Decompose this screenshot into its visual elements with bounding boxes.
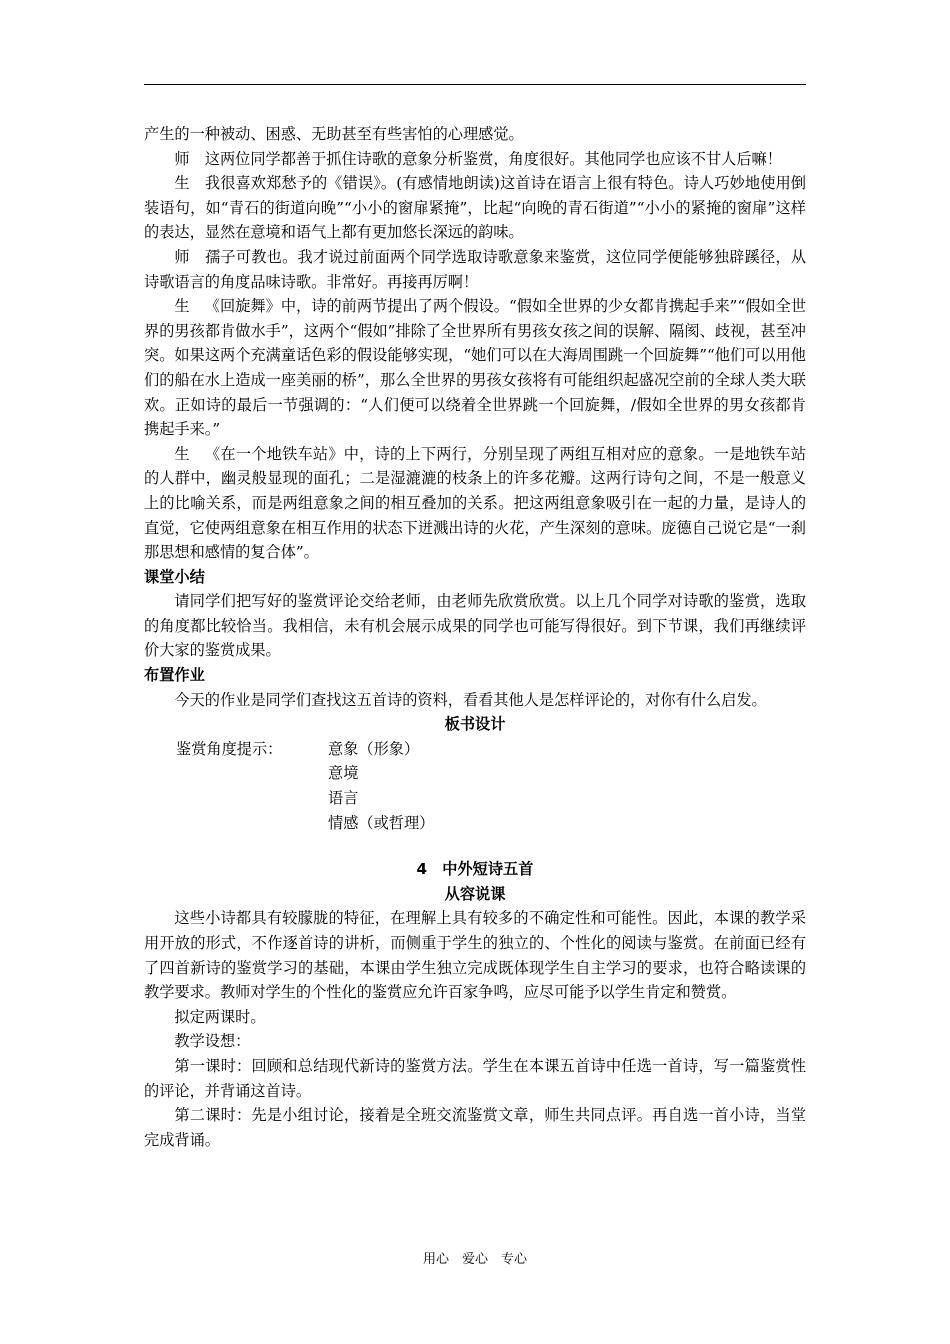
lesson-design-label: 教学设想： (174, 1032, 251, 1051)
dialogue-text: 《回旋舞》中，诗的前两节提出了两个假设。“假如全世界的少女都肯携起手来”“假如全世界的男孩都肯做水手”，这两个“假如”排除了全世界所有男孩女孩之间的误解、隔阂、歧视，甚至冲突。如果这两个充满童话色彩的假设能够实现，“她们可以在大海周围跳一个回旋舞”“他们可以用他们的船在水上造成一座美丽的桥”，那么全世界的男孩女孩将有可能组织起盛况空前的全球人类大联欢。正如诗的最后一节强调的：“人们便可以绕着全世界跳一个回旋舞，/假如全世界的男女孩都肯携起手来。” (144, 297, 807, 439)
dialogue-text: 孺子可教也。我才说过前面两个同学选取诗歌意象来鉴赏，这位同学便能够独辟蹊径，从诗歌语言的角度品味诗歌。非常好。再接再厉啊！ (144, 247, 807, 291)
speaker-label: 师 (174, 247, 190, 266)
dialogue-teacher (144, 245, 806, 294)
document-body (144, 122, 806, 1152)
homework-heading: 布置作业 (144, 666, 205, 685)
board-row (144, 811, 806, 836)
dialogue-text: 这两位同学都善于抓住诗歌的意象分析鉴赏，角度很好。其他同学也应该不甘人后嘛！ (204, 149, 782, 168)
speaker-label: 生 (174, 297, 190, 316)
paragraph-continuation: 产生的一种被动、困惑、无助甚至有些害怕的心理感觉。 (144, 125, 524, 143)
lesson-second-period: 第二课时：先是小组讨论，接着是全班交流鉴赏文章，师生共同点评。再自选一首小诗，当堂完成背诵。 (144, 1106, 806, 1149)
dialogue-text: 《在一个地铁车站》中，诗的上下两行，分别呈现了两组互相对应的意象。一是地铁车站的人群中，幽灵般显现的面孔；二是湿漉漉的枝条上的许多花瓣。这两行诗句之间，不是一般意义上的比喻关系，而是两组意象之间的相互叠加的关系。把这两组意象吸引在一起的力量，是诗人的直觉，它使两组意象在相互作用的状态下迸溅出诗的火花，产生深刻的意味。庞德自己说它是“一刹那思想和感情的复合体”。 (144, 444, 807, 562)
board-label: 鉴赏角度提示： (176, 739, 283, 758)
page-footer: 用心 爱心 专心 (422, 1252, 527, 1267)
speaker-label: 生 (174, 174, 190, 193)
board-row (144, 761, 806, 786)
board-row (144, 737, 806, 762)
board-item: 情感（或哲理） (328, 813, 435, 832)
header-rule (144, 84, 806, 85)
dialogue-student (144, 171, 806, 245)
lesson-periods: 拟定两课时。 (174, 1007, 266, 1026)
dialogue-student (144, 294, 806, 442)
lesson-title: 4 中外短诗五首 (416, 860, 534, 879)
dialogue-teacher (144, 147, 806, 172)
dialogue-student (144, 442, 806, 565)
summary-heading: 课堂小结 (144, 567, 205, 586)
board-heading: 板书设计 (444, 715, 506, 734)
lesson-intro: 这些小诗都具有较朦胧的特征，在理解上具有较多的不确定性和可能性。因此，本课的教学采用开放的形式，不作逐首诗的讲析，而侧重于学生的独立的、个性化的阅读与鉴赏。在前面已经有了四首新诗的鉴赏学习的基础，本课由学生独立完成既体现学生自主学习的要求，也符合略读课的教学要求。教师对学生的个性化的鉴赏应允许百家争鸣，应尽可能予以学生肯定和赞赏。 (144, 909, 806, 1002)
summary-text: 请同学们把写好的鉴赏评论交给老师，由老师先欣赏欣赏。以上几个同学对诗歌的鉴赏，选取的角度都比较恰当。我相信，未有机会展示成果的同学也可能写得很好。到下节课，我们再继续评价大家的鉴赏成果。 (144, 592, 806, 660)
board-item: 意象（形象） (328, 739, 420, 758)
dialogue-text: 我很喜欢郑愁予的《错误》。(有感情地朗读)这首诗在语言上很有特色。诗人巧妙地使用倒装语句，如“青石的街道向晚”“小小的窗扉紧掩”，比起“向晚的青石街道”“小小的紧掩的窗扉”这样的表达，显然在意境和语气上都有更加悠长深远的韵味。 (144, 174, 806, 242)
speaker-label: 生 (174, 444, 190, 463)
homework-text: 今天的作业是同学们查找这五首诗的资料，看看其他人是怎样评论的，对你有什么启发。 (174, 690, 767, 709)
speaker-label: 师 (174, 149, 190, 168)
lesson-subtitle: 从容说课 (444, 884, 506, 903)
board-row (144, 786, 806, 811)
lesson-first-period: 第一课时：回顾和总结现代新诗的鉴赏方法。学生在本课五首诗中任选一首诗，写一篇鉴赏性的评论，并背诵这首诗。 (144, 1056, 806, 1100)
board-item: 意境 (328, 764, 359, 783)
board-item: 语言 (328, 789, 359, 808)
